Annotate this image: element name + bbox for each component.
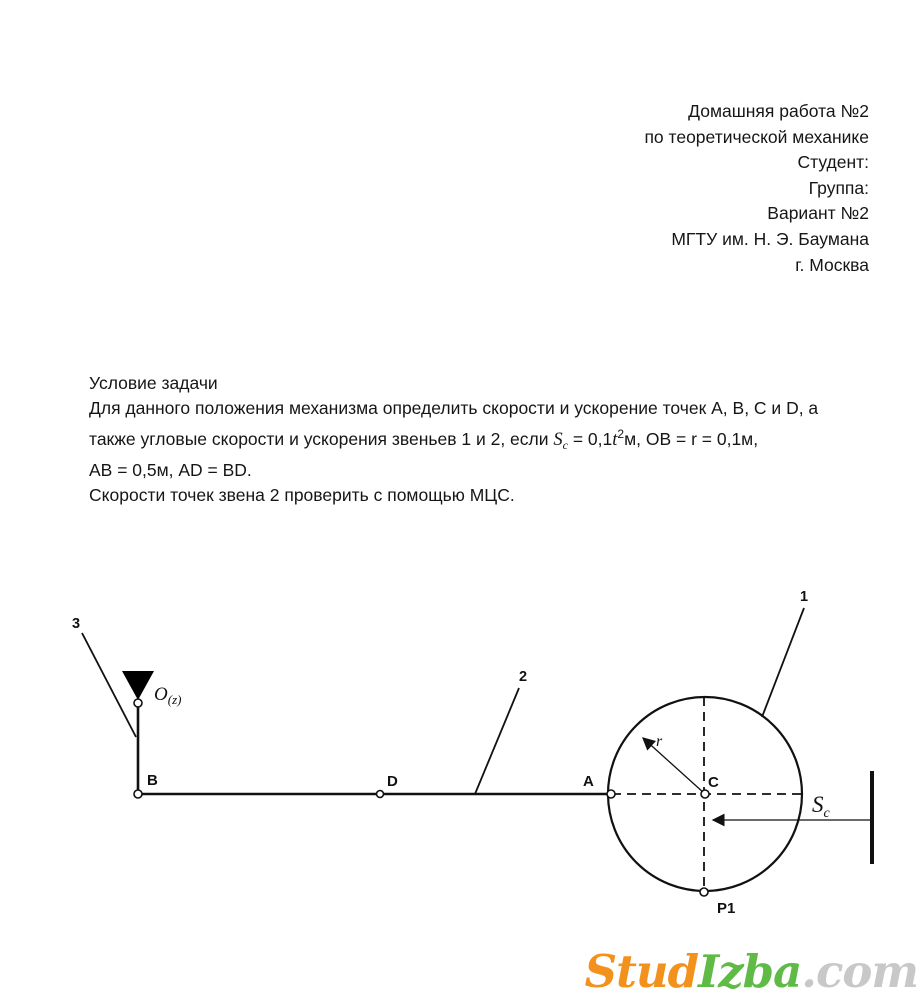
header-line-subject: по теоретической механике xyxy=(644,126,869,147)
problem-line-1: Для данного положения механизма определить скорости и ускорение точек A, B, C и D, а xyxy=(89,398,819,419)
problem-title: Условие задачи xyxy=(89,373,218,393)
link2-label: 2 xyxy=(519,669,528,685)
pin-C xyxy=(701,790,709,798)
header-line-city: г. Москва xyxy=(795,254,869,275)
problem-line-2-pre: также угловые скорости и ускорения звеньев 1 и 2, если xyxy=(89,428,554,449)
pin-A xyxy=(607,790,615,798)
math-superscript-2: 2 xyxy=(617,426,625,441)
header-line-group: Группа: xyxy=(808,177,869,198)
pin-O xyxy=(134,699,142,707)
problem-line-2-mid: = 0,1 xyxy=(567,428,613,449)
watermark-com: .com xyxy=(801,945,918,998)
origin-label-main: O xyxy=(154,684,168,705)
point-A-label: A xyxy=(583,773,594,790)
origin-label xyxy=(154,684,181,707)
point-C-label: C xyxy=(708,774,719,791)
problem-line-2-post: м, OB = r = 0,1м, xyxy=(624,428,759,449)
pin-P1 xyxy=(700,888,708,896)
pin-B xyxy=(134,790,142,798)
math-subscript-c: c xyxy=(562,437,568,452)
radius-arrow xyxy=(643,738,704,793)
sc-label-main: S xyxy=(812,792,824,817)
link1-label: 1 xyxy=(800,589,809,605)
sc-label xyxy=(812,792,831,821)
header-line-variant: Вариант №2 xyxy=(767,203,869,224)
link3-leader-line xyxy=(82,633,136,737)
radius-label: r xyxy=(656,733,663,750)
problem-line-3: AB = 0,5м, AD = BD. xyxy=(89,459,252,480)
pin-D xyxy=(377,791,384,798)
header-line-university: МГТУ им. Н. Э. Баумана xyxy=(671,228,869,249)
sc-label-sub: c xyxy=(823,806,830,821)
problem-line-4: Скорости точек звена 2 проверить с помощью МЦС. xyxy=(89,485,515,506)
watermark-stud: Stud xyxy=(584,945,699,998)
origin-label-sub: (z) xyxy=(167,692,182,707)
header-line-student: Студент: xyxy=(797,152,869,173)
point-B-label: B xyxy=(147,772,158,789)
fixed-support-triangle xyxy=(122,671,154,700)
math-symbol-S: S xyxy=(553,429,563,450)
link3-label: 3 xyxy=(72,616,81,632)
watermark-izba: Izba xyxy=(698,945,802,998)
header-line-title: Домашняя работа №2 xyxy=(688,101,869,121)
link1-leader-line xyxy=(762,608,804,717)
link2-leader-line xyxy=(475,688,519,794)
point-D-label: D xyxy=(387,773,398,790)
studizba-watermark-logo xyxy=(585,945,918,998)
point-P1-label: P1 xyxy=(717,900,736,917)
math-symbol-t: t xyxy=(612,429,618,450)
